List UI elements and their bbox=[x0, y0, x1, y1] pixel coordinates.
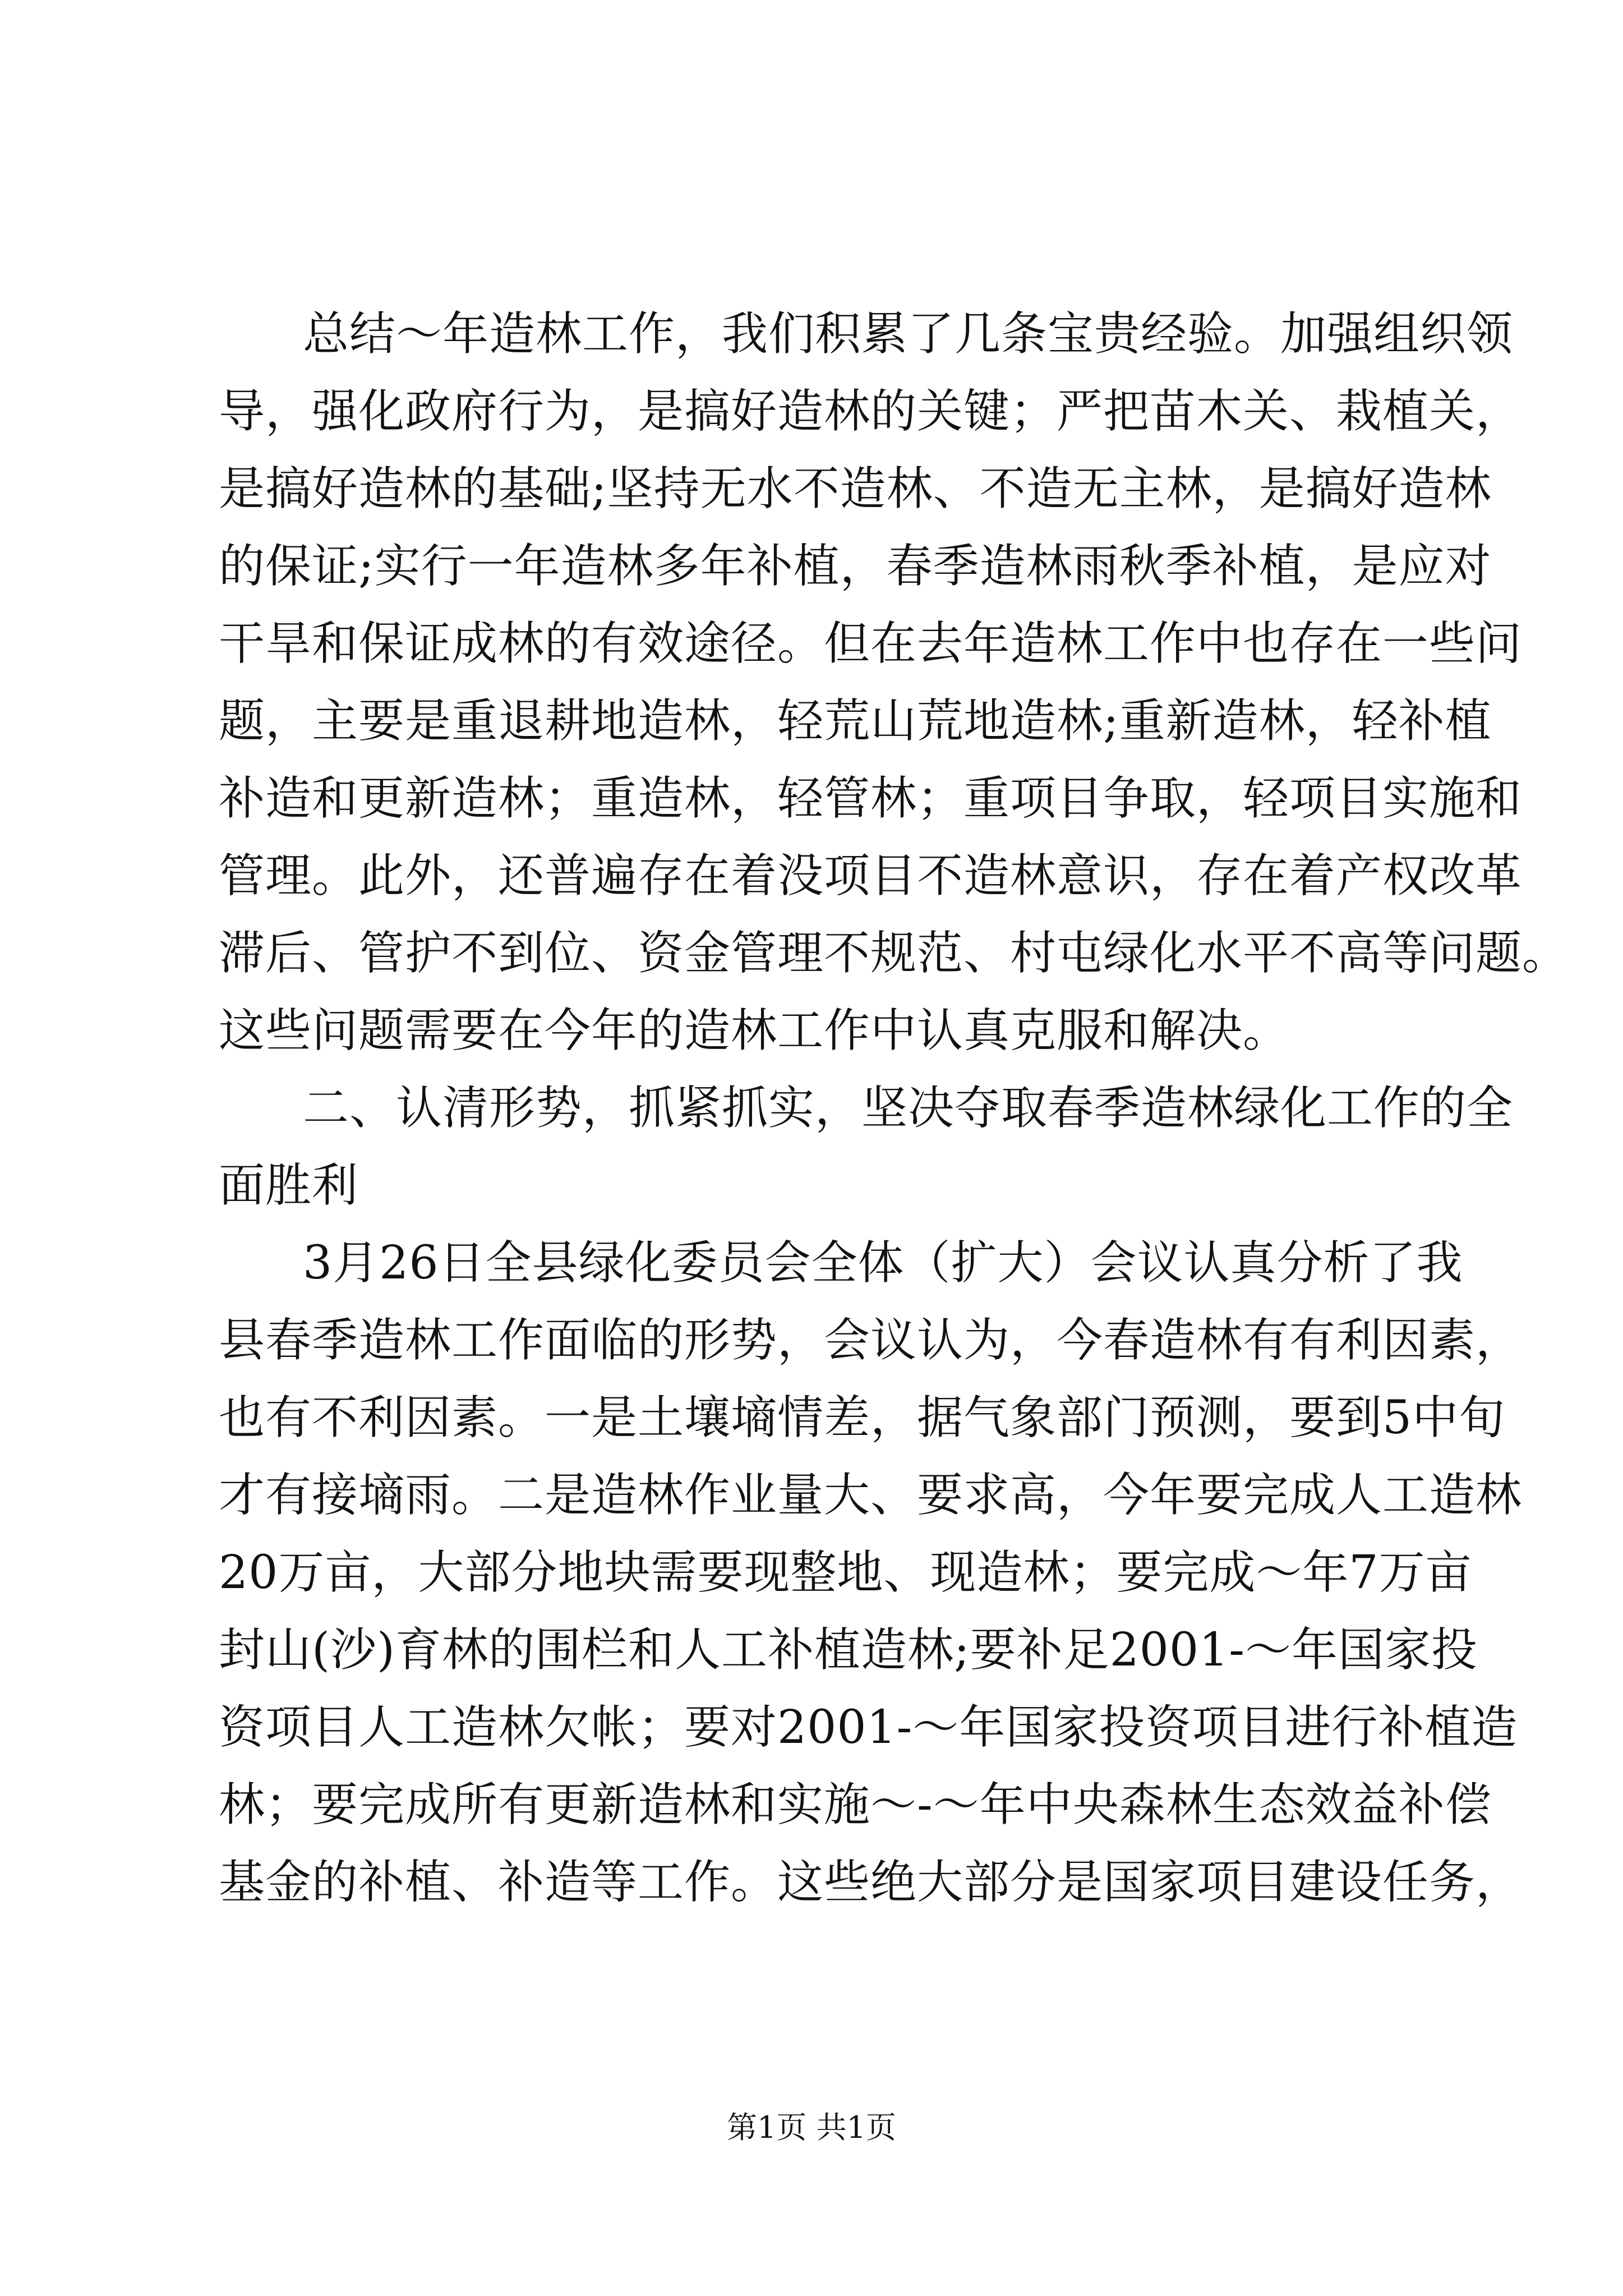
paragraph-2-line-4: 才有接墒雨。二是造林作业量大、要求高，今年要完成人工造林 bbox=[219, 1469, 1523, 1522]
paragraph-2-line-3: 也有不利因素。一是土壤墒情差，据气象部门预测，要到5中旬 bbox=[219, 1391, 1506, 1444]
paragraph-2-line-7: 资项目人工造林欠帐；要对2001-～年国家投资项目进行补植造 bbox=[219, 1701, 1518, 1754]
page-footer: 第1页 共1页 bbox=[727, 2110, 896, 2145]
paragraph-2-line-2: 县春季造林工作面临的形势，会议认为，今春造林有有利因素， bbox=[219, 1314, 1523, 1367]
section-heading-line-2: 面胜利 bbox=[219, 1159, 359, 1212]
paragraph-1-line-8: 管理。此外，还普遍存在着没项目不造林意识，存在着产权改革 bbox=[219, 849, 1523, 903]
paragraph-1-line-10: 这些问题需要在今年的造林工作中认真克服和解决。 bbox=[219, 1004, 1290, 1057]
paragraph-2-line-5: 20万亩，大部分地块需要现整地、现造林；要完成～年7万亩 bbox=[219, 1546, 1472, 1599]
paragraph-1-line-3: 是搞好造林的基础;坚持无水不造林、不造无主林，是搞好造林 bbox=[219, 462, 1492, 516]
paragraph-1-line-1: 总结～年造林工作，我们积累了几条宝贵经验。加强组织领 bbox=[303, 307, 1514, 361]
paragraph-2-line-1: 3月26日全县绿化委员会全体（扩大）会议认真分析了我 bbox=[303, 1236, 1463, 1290]
paragraph-1-line-2: 导，强化政府行为，是搞好造林的关键；严把苗木关、栽植关， bbox=[219, 385, 1523, 438]
paragraph-2-line-8: 林；要完成所有更新造林和实施～-～年中央森林生态效益补偿 bbox=[219, 1778, 1492, 1832]
paragraph-1-line-6: 题，主要是重退耕地造林，轻荒山荒地造林;重新造林，轻补植 bbox=[219, 694, 1492, 748]
paragraph-2-line-6: 封山(沙)育林的围栏和人工补植造林;要补足2001-～年国家投 bbox=[219, 1623, 1478, 1677]
paragraph-1-line-9: 滞后、管护不到位、资金管理不规范、村屯绿化水平不高等问题。 bbox=[219, 927, 1569, 980]
section-heading-line-1: 二、认清形势，抓紧抓实，坚决夺取春季造林绿化工作的全 bbox=[303, 1082, 1514, 1135]
paragraph-1-line-7: 补造和更新造林；重造林，轻管林；重项目争取，轻项目实施和 bbox=[219, 772, 1523, 825]
paragraph-1-line-5: 干旱和保证成林的有效途径。但在去年造林工作中也存在一些问 bbox=[219, 617, 1523, 670]
paragraph-2-line-9: 基金的补植、补造等工作。这些绝大部分是国家项目建设任务， bbox=[219, 1856, 1523, 1909]
paragraph-1-line-4: 的保证;实行一年造林多年补植，春季造林雨秋季补植，是应对 bbox=[219, 540, 1492, 593]
